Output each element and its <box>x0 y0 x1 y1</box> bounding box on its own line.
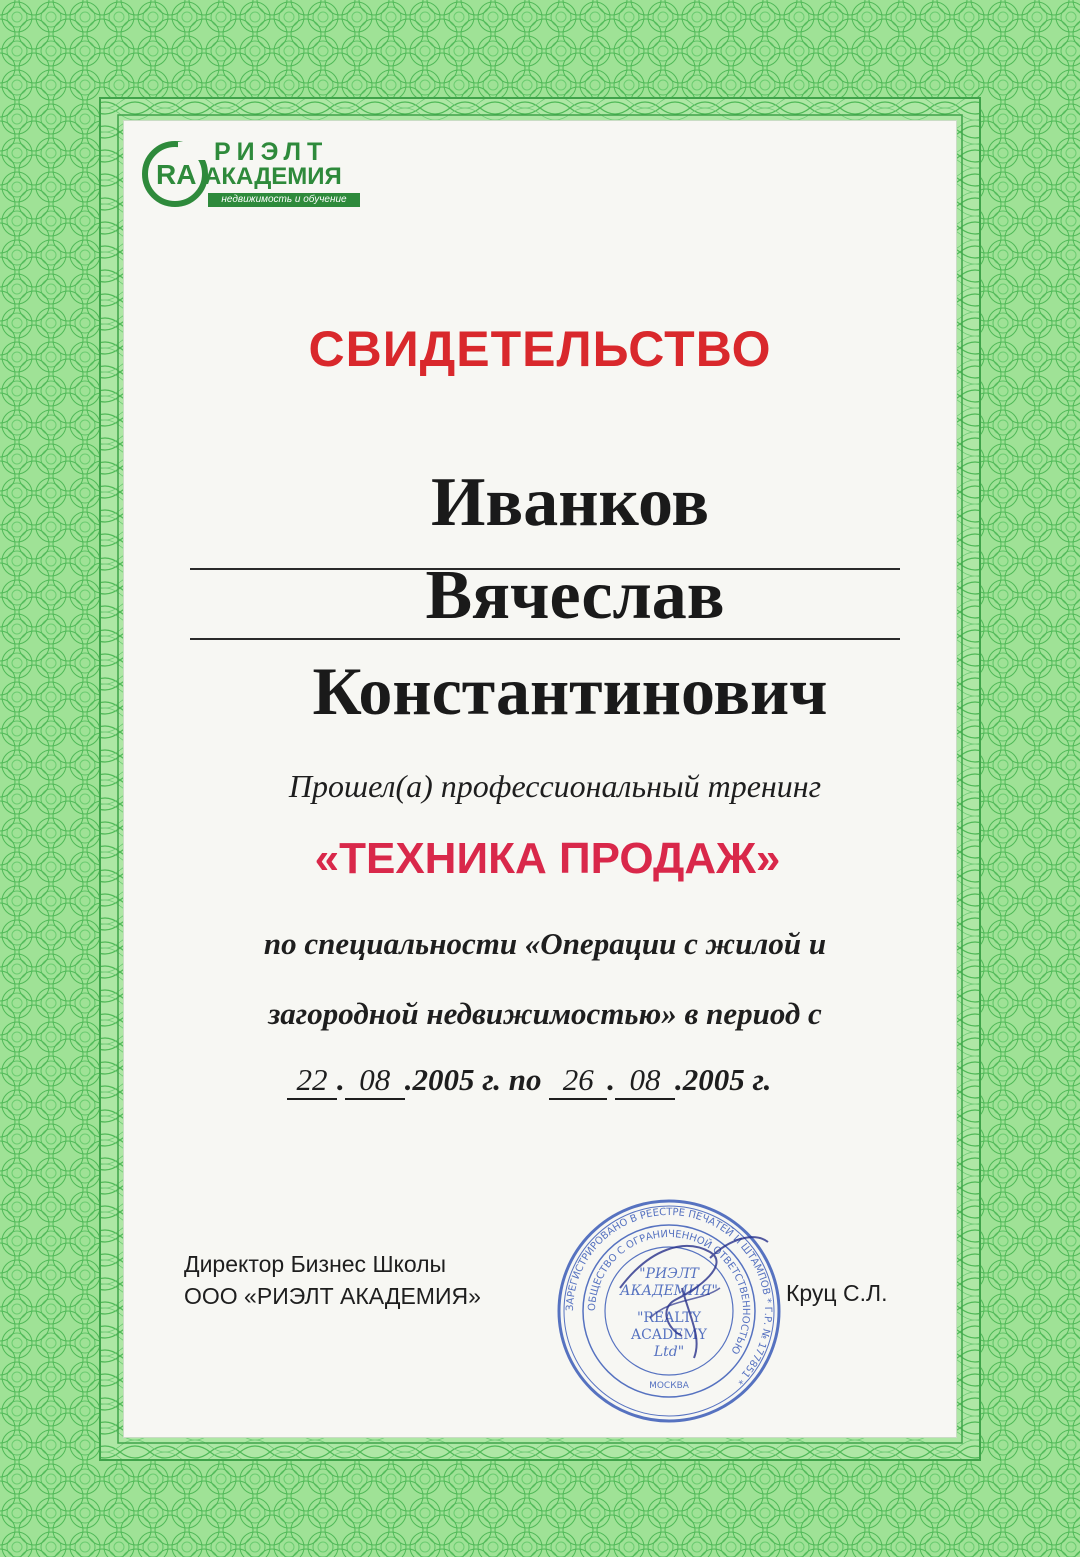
patronymic: Константинович <box>312 653 828 729</box>
passed-training-text: Прошел(а) профессиональный тренинг <box>288 768 822 804</box>
end-year: .2005 г. <box>675 1062 772 1097</box>
svg-text:Ltd": Ltd" <box>653 1344 685 1360</box>
signer-name: Круц С.Л. <box>786 1280 888 1306</box>
course-title: «ТЕХНИКА ПРОДАЖ» <box>314 834 781 883</box>
svg-text:RA: RA <box>156 159 197 190</box>
seal-inner-ring-text: ОБЩЕСТВО С ОГРАНИЧЕННОЙ ОТВЕТСТВЕННОСТЬЮ <box>586 1228 752 1356</box>
seal-outer-text: ЗАРЕГИСТРИРОВАНО В РЕЕСТРЕ ПЕЧАТЕЙ И ШТАМПОВ * Г.Р. № 177851 * <box>564 1206 774 1386</box>
specialty-line-1: по специальности «Операции с жилой и <box>263 926 827 961</box>
start-year: .2005 г. по <box>404 1062 542 1097</box>
svg-text:МОСКВА: МОСКВА <box>649 1381 689 1391</box>
director-position <box>184 1248 481 1312</box>
start-day: 22 <box>287 1062 337 1100</box>
svg-text:ACADEMY: ACADEMY <box>631 1327 707 1343</box>
date-dot: . <box>337 1062 345 1097</box>
training-period <box>287 1062 771 1100</box>
date-dot: . <box>607 1062 616 1097</box>
certificate-title: СВИДЕТЕЛЬСТВО <box>308 321 772 377</box>
logo-line-1: РИЭЛТ <box>214 138 329 166</box>
svg-text:"REALTY: "REALTY <box>636 1310 702 1326</box>
first-name: Вячеслав <box>425 557 725 634</box>
end-day: 26 <box>549 1062 607 1100</box>
end-month: 08 <box>615 1062 675 1100</box>
realty-academy-logo <box>142 138 372 210</box>
start-month: 08 <box>345 1062 405 1100</box>
name-underline-2 <box>190 638 900 640</box>
surname: Иванков <box>430 464 710 541</box>
svg-text:АКАДЕМИЯ": АКАДЕМИЯ" <box>620 1283 718 1299</box>
handwritten-signature <box>590 1218 780 1368</box>
director-position-line-2: ООО «РИЭЛТ АКАДЕМИЯ» <box>184 1283 481 1309</box>
logo-line-2: АКАДЕМИЯ <box>204 163 342 190</box>
director-position-line-1: Директор Бизнес Школы <box>184 1251 447 1277</box>
svg-text:"РИЭЛТ: "РИЭЛТ <box>639 1266 699 1282</box>
specialty-line-2: загородной недвижимостью» в период с <box>268 996 822 1031</box>
logo-tagline: недвижимость и обучение <box>208 193 360 207</box>
